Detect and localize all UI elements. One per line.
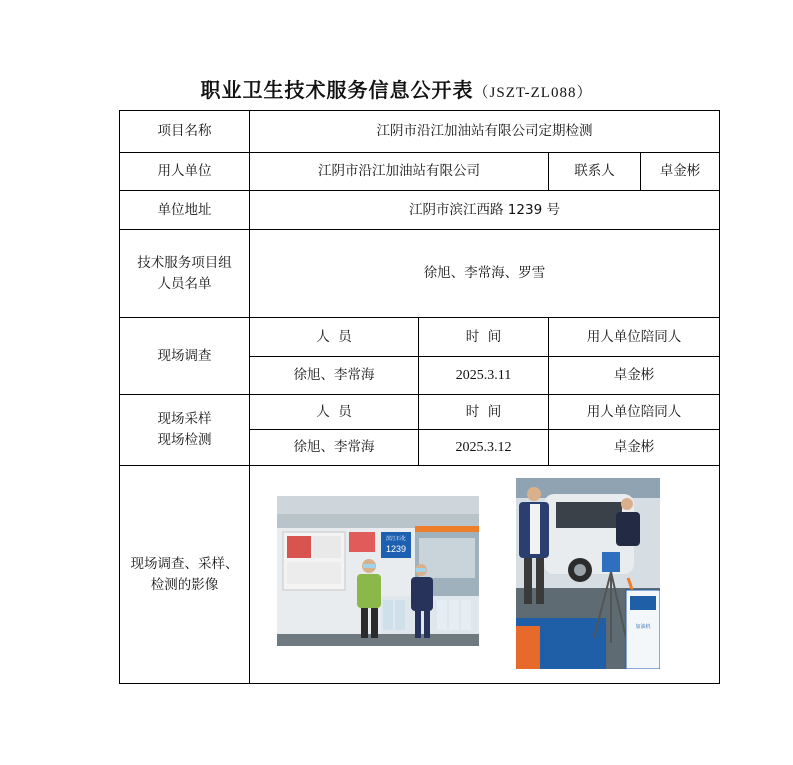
- survey-header-accompany: 用人单位陪同人: [549, 318, 720, 357]
- sampling-header-accompany: 用人单位陪同人: [549, 395, 720, 430]
- address-value: 江阴市滨江西路 1239 号: [250, 191, 720, 230]
- images-label: [120, 466, 250, 684]
- sampling-header-person: 人 员: [250, 395, 419, 430]
- survey-time: 2025.3.11: [419, 357, 549, 395]
- photo-area: [250, 466, 719, 682]
- contact-label: 联系人: [549, 153, 641, 191]
- team-label: [120, 230, 250, 318]
- title-code: （JSZT-ZL088）: [473, 85, 593, 101]
- site-survey-photo: [277, 496, 479, 646]
- sampling-label: [120, 395, 250, 466]
- employer-value: 江阴市沿江加油站有限公司: [250, 153, 549, 191]
- images-label-line2: 检测的影像: [150, 576, 219, 593]
- project-name-label: 项目名称: [120, 111, 250, 153]
- survey-accompany: 卓金彬: [549, 357, 720, 395]
- sampling-header-time: 时 间: [419, 395, 549, 430]
- project-name-value: 江阴市沿江加油站有限公司定期检测: [250, 111, 720, 153]
- address-label: 单位地址: [120, 191, 250, 230]
- sampling-time: 2025.3.12: [419, 430, 549, 466]
- team-label-line2: 人员名单: [157, 275, 212, 292]
- sampling-label-line1: 现场采样: [157, 411, 212, 428]
- sign-number-text: 1239: [385, 544, 407, 554]
- dispenser-text: 加油机: [635, 624, 651, 630]
- sampling-person: 徐旭、李常海: [250, 430, 419, 466]
- info-table: [119, 110, 720, 684]
- title-main: 职业卫生技术服务信息公开表: [200, 78, 474, 102]
- sampling-label-line2: 现场检测: [157, 432, 212, 448]
- sign-top-text: 滨江石化: [385, 536, 407, 542]
- survey-header-time: 时 间: [419, 318, 549, 357]
- sampling-photo-graphic: [516, 478, 660, 669]
- sampling-photo: [516, 478, 660, 669]
- images-cell: [250, 466, 720, 684]
- sampling-accompany: 卓金彬: [549, 430, 720, 466]
- team-value: 徐旭、李常海、罗雪: [250, 230, 720, 318]
- images-label-line1: 现场调查、采样、: [130, 555, 239, 572]
- page-title: [0, 74, 793, 103]
- site-survey-photo-graphic: [277, 496, 479, 646]
- survey-header-person: 人 员: [250, 318, 419, 357]
- employer-label: 用人单位: [120, 153, 250, 191]
- survey-person: 徐旭、李常海: [250, 357, 419, 395]
- team-label-line1: 技术服务项目组: [137, 254, 232, 271]
- survey-label: 现场调查: [120, 318, 250, 395]
- contact-value: 卓金彬: [641, 153, 720, 191]
